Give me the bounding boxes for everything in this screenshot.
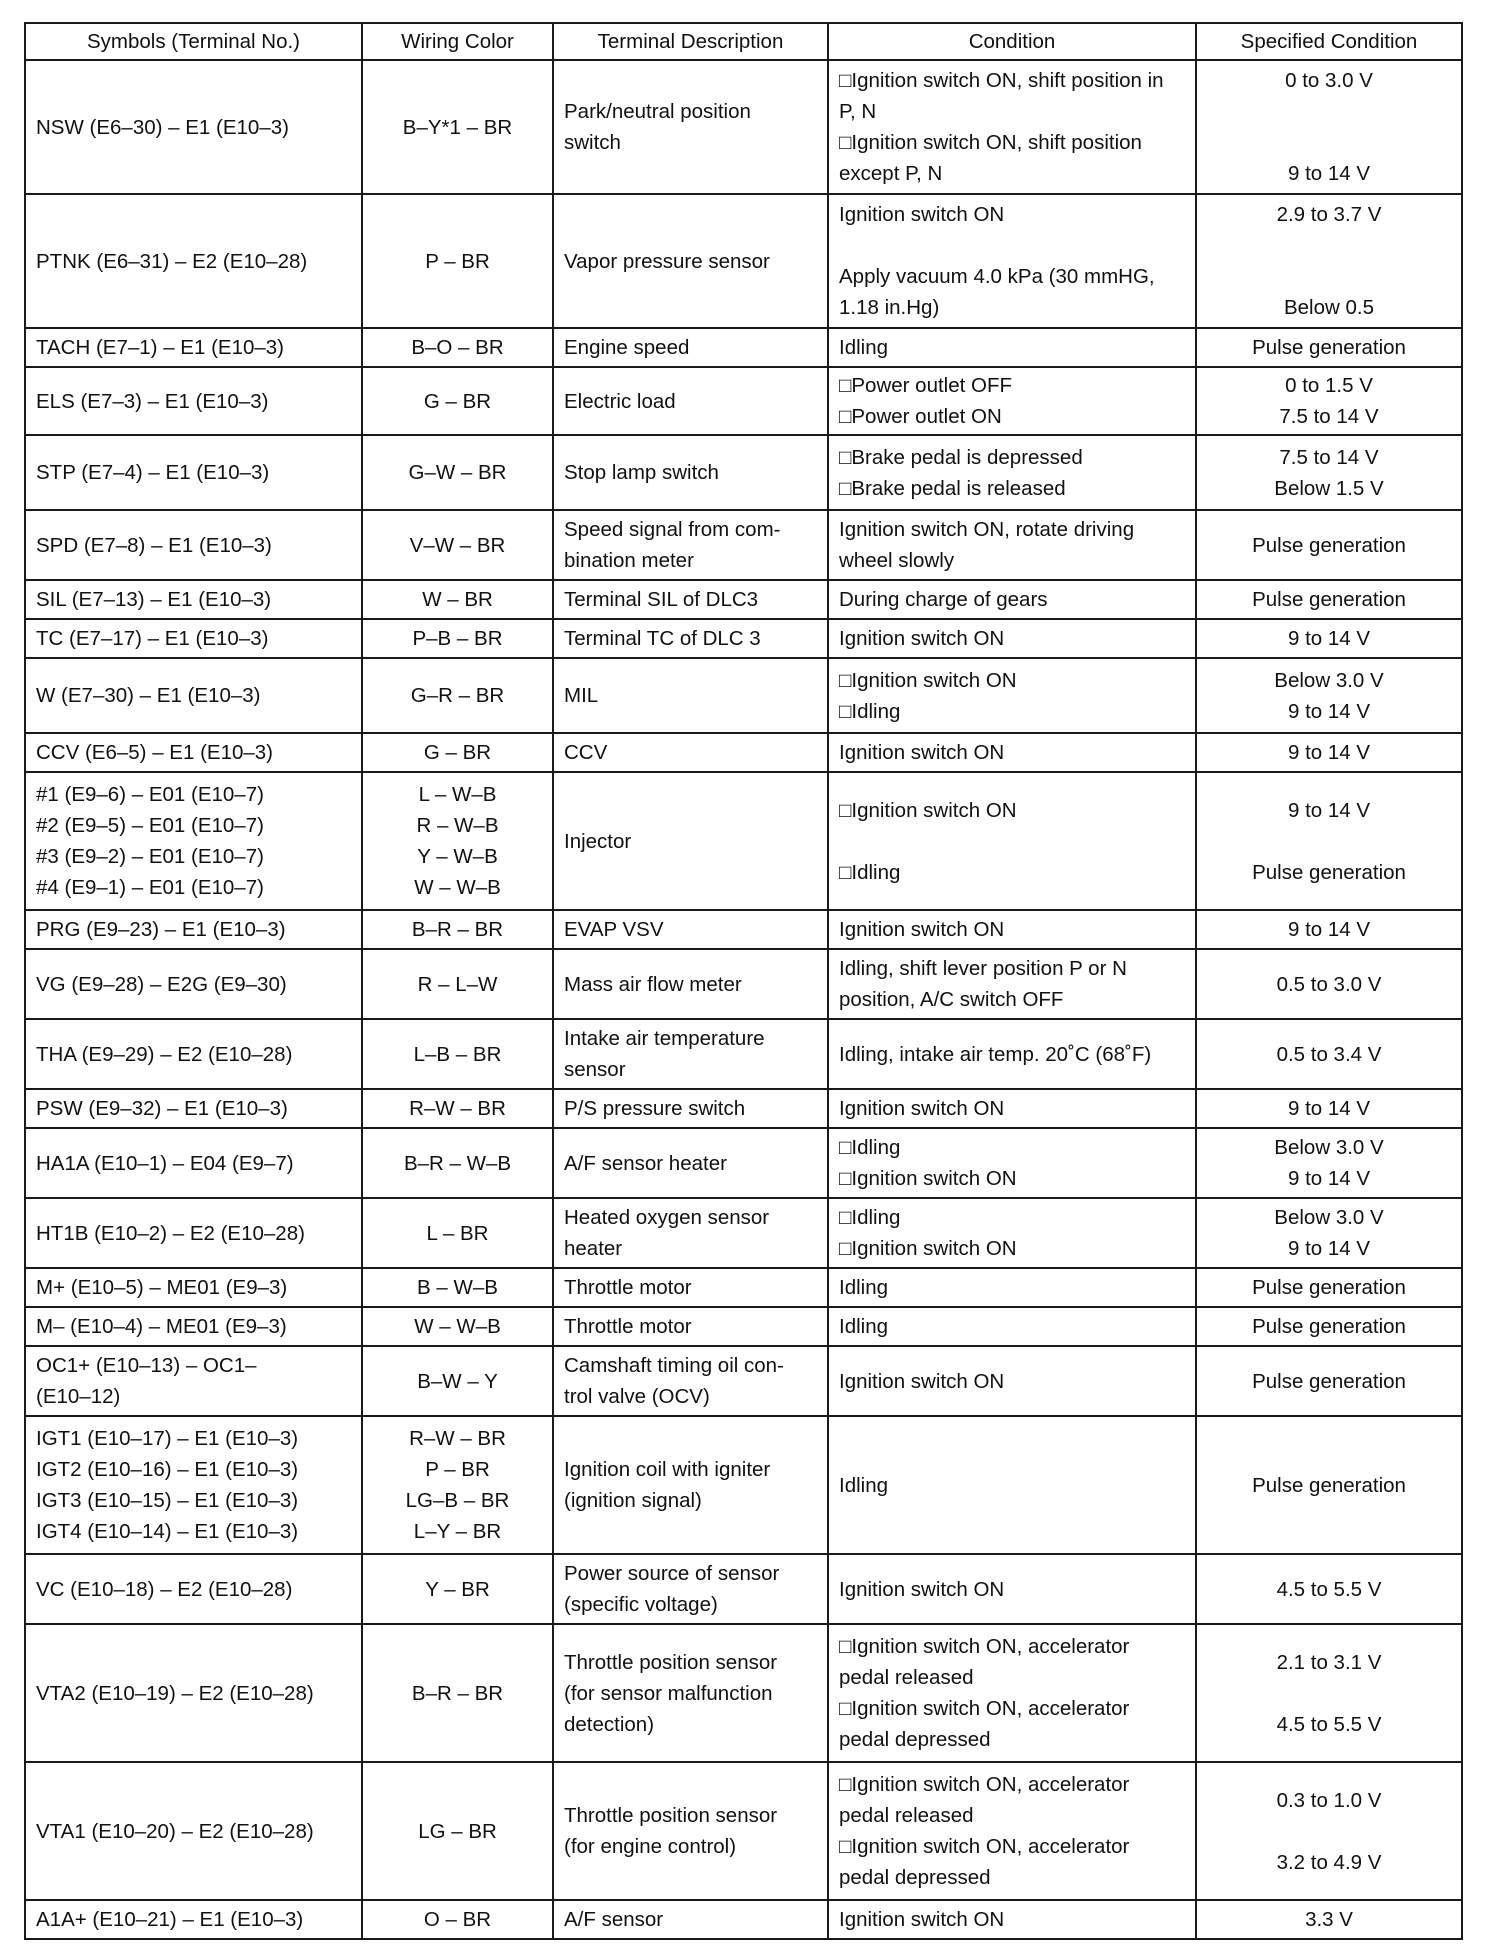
condition-cell: Ignition switch ON (828, 910, 1196, 949)
condition-cell: □Brake pedal is depressed □Brake pedal is released (828, 435, 1196, 510)
wiring-color-cell: B–R – BR (362, 1624, 553, 1762)
symbol-cell: TC (E7–17) – E1 (E10–3) (25, 619, 362, 658)
condition-cell: Ignition switch ON (828, 1089, 1196, 1128)
wiring-color-cell: P – BR (362, 194, 553, 328)
condition-cell: Idling (828, 1307, 1196, 1346)
wiring-color-cell: R–W – BR P – BR LG–B – BR L–Y – BR (362, 1416, 553, 1554)
condition-cell: During charge of gears (828, 580, 1196, 619)
wiring-color-cell: B–R – W–B (362, 1128, 553, 1198)
specified-condition-cell: 0 to 1.5 V 7.5 to 14 V (1196, 367, 1462, 435)
header-terminal-description: Terminal Description (553, 23, 828, 60)
specified-condition-cell: 9 to 14 V (1196, 910, 1462, 949)
table-row (25, 910, 1462, 949)
specified-condition-cell: Below 3.0 V 9 to 14 V (1196, 1128, 1462, 1198)
description-cell: MIL (553, 658, 828, 733)
condition-cell: Idling (828, 1268, 1196, 1307)
description-cell: A/F sensor (553, 1900, 828, 1939)
description-cell: Heated oxygen sensor heater (553, 1198, 828, 1268)
specified-condition-cell: Below 3.0 V 9 to 14 V (1196, 658, 1462, 733)
specified-condition-cell: Pulse generation (1196, 510, 1462, 580)
condition-cell: □Ignition switch ON □Idling (828, 772, 1196, 910)
condition-cell: Idling, shift lever position P or N position, A/C switch OFF (828, 949, 1196, 1019)
table-row (25, 1089, 1462, 1128)
table-row (25, 658, 1462, 733)
symbol-cell: STP (E7–4) – E1 (E10–3) (25, 435, 362, 510)
condition-cell: Idling (828, 1416, 1196, 1554)
symbol-cell: NSW (E6–30) – E1 (E10–3) (25, 60, 362, 194)
description-cell: Camshaft timing oil con- trol valve (OCV) (553, 1346, 828, 1416)
symbol-cell: PSW (E9–32) – E1 (E10–3) (25, 1089, 362, 1128)
specified-condition-cell: Pulse generation (1196, 1346, 1462, 1416)
condition-cell: □Ignition switch ON □Idling (828, 658, 1196, 733)
description-cell: Engine speed (553, 328, 828, 367)
description-cell: Throttle position sensor (for engine control) (553, 1762, 828, 1900)
symbol-cell: PRG (E9–23) – E1 (E10–3) (25, 910, 362, 949)
condition-cell: □Ignition switch ON, accelerator pedal released □Ignition switch ON, accelerator pedal depressed (828, 1762, 1196, 1900)
condition-cell: Ignition switch ON Apply vacuum 4.0 kPa (30 mmHG, 1.18 in.Hg) (828, 194, 1196, 328)
wiring-color-cell: L – W–B R – W–B Y – W–B W – W–B (362, 772, 553, 910)
condition-cell: Ignition switch ON (828, 1346, 1196, 1416)
description-cell: Stop lamp switch (553, 435, 828, 510)
specified-condition-cell: 9 to 14 V Pulse generation (1196, 772, 1462, 910)
symbol-cell: CCV (E6–5) – E1 (E10–3) (25, 733, 362, 772)
specified-condition-cell: 3.3 V (1196, 1900, 1462, 1939)
table-row (25, 1128, 1462, 1198)
description-cell: CCV (553, 733, 828, 772)
symbol-cell: W (E7–30) – E1 (E10–3) (25, 658, 362, 733)
condition-cell: Ignition switch ON (828, 619, 1196, 658)
header-wiring-color: Wiring Color (362, 23, 553, 60)
table-row (25, 619, 1462, 658)
header-condition: Condition (828, 23, 1196, 60)
specified-condition-cell: 9 to 14 V (1196, 733, 1462, 772)
description-cell: Mass air flow meter (553, 949, 828, 1019)
symbol-cell: TACH (E7–1) – E1 (E10–3) (25, 328, 362, 367)
description-cell: Electric load (553, 367, 828, 435)
specified-condition-cell: Pulse generation (1196, 1268, 1462, 1307)
wiring-color-cell: B – W–B (362, 1268, 553, 1307)
condition-cell: Ignition switch ON (828, 1554, 1196, 1624)
terminal-spec-table (24, 22, 1463, 1940)
table-row (25, 194, 1462, 328)
table-row (25, 580, 1462, 619)
wiring-color-cell: B–O – BR (362, 328, 553, 367)
table-row (25, 435, 1462, 510)
specified-condition-cell: 0.5 to 3.4 V (1196, 1019, 1462, 1089)
header-row (25, 23, 1462, 60)
condition-cell: Idling, intake air temp. 20˚C (68˚F) (828, 1019, 1196, 1089)
table-row (25, 1900, 1462, 1939)
table-row (25, 1416, 1462, 1554)
wiring-color-cell: B–W – Y (362, 1346, 553, 1416)
symbol-cell: HT1B (E10–2) – E2 (E10–28) (25, 1198, 362, 1268)
wiring-color-cell: B–R – BR (362, 910, 553, 949)
description-cell: Terminal SIL of DLC3 (553, 580, 828, 619)
condition-cell: Ignition switch ON (828, 1900, 1196, 1939)
wiring-color-cell: B–Y*1 – BR (362, 60, 553, 194)
condition-cell: □Ignition switch ON, shift position in P, N □Ignition switch ON, shift position except P, N (828, 60, 1196, 194)
table-row (25, 733, 1462, 772)
wiring-color-cell: P–B – BR (362, 619, 553, 658)
wiring-color-cell: V–W – BR (362, 510, 553, 580)
wiring-color-cell: L–B – BR (362, 1019, 553, 1089)
specified-condition-cell: 2.1 to 3.1 V 4.5 to 5.5 V (1196, 1624, 1462, 1762)
wiring-color-cell: R–W – BR (362, 1089, 553, 1128)
specified-condition-cell: 0.5 to 3.0 V (1196, 949, 1462, 1019)
specified-condition-cell: 2.9 to 3.7 V Below 0.5 (1196, 194, 1462, 328)
symbol-cell: HA1A (E10–1) – E04 (E9–7) (25, 1128, 362, 1198)
table-row (25, 60, 1462, 194)
description-cell: Speed signal from com- bination meter (553, 510, 828, 580)
description-cell: Throttle motor (553, 1307, 828, 1346)
specified-condition-cell: 9 to 14 V (1196, 619, 1462, 658)
condition-cell: □Ignition switch ON, accelerator pedal released □Ignition switch ON, accelerator pedal depressed (828, 1624, 1196, 1762)
table-row (25, 367, 1462, 435)
specified-condition-cell: 7.5 to 14 V Below 1.5 V (1196, 435, 1462, 510)
wiring-color-cell: W – BR (362, 580, 553, 619)
wiring-color-cell: W – W–B (362, 1307, 553, 1346)
wiring-color-cell: Y – BR (362, 1554, 553, 1624)
specified-condition-cell: Pulse generation (1196, 1416, 1462, 1554)
table-row (25, 1307, 1462, 1346)
description-cell: Intake air temperature sensor (553, 1019, 828, 1089)
symbol-cell: THA (E9–29) – E2 (E10–28) (25, 1019, 362, 1089)
table-row (25, 1554, 1462, 1624)
symbol-cell: A1A+ (E10–21) – E1 (E10–3) (25, 1900, 362, 1939)
wiring-color-cell: G–W – BR (362, 435, 553, 510)
description-cell: Throttle position sensor (for sensor malfunction detection) (553, 1624, 828, 1762)
symbol-cell: VTA1 (E10–20) – E2 (E10–28) (25, 1762, 362, 1900)
description-cell: Throttle motor (553, 1268, 828, 1307)
wiring-color-cell: O – BR (362, 1900, 553, 1939)
condition-cell: □Idling □Ignition switch ON (828, 1198, 1196, 1268)
condition-cell: □Idling □Ignition switch ON (828, 1128, 1196, 1198)
description-cell: Ignition coil with igniter (ignition signal) (553, 1416, 828, 1554)
description-cell: Terminal TC of DLC 3 (553, 619, 828, 658)
symbol-cell: SPD (E7–8) – E1 (E10–3) (25, 510, 362, 580)
wiring-color-cell: G – BR (362, 367, 553, 435)
symbol-cell: SIL (E7–13) – E1 (E10–3) (25, 580, 362, 619)
table-row (25, 1346, 1462, 1416)
specified-condition-cell: 9 to 14 V (1196, 1089, 1462, 1128)
specified-condition-cell: Pulse generation (1196, 1307, 1462, 1346)
wiring-color-cell: LG – BR (362, 1762, 553, 1900)
condition-cell: Ignition switch ON (828, 733, 1196, 772)
table-row (25, 328, 1462, 367)
specified-condition-cell: Below 3.0 V 9 to 14 V (1196, 1198, 1462, 1268)
wiring-color-cell: G – BR (362, 733, 553, 772)
table-row (25, 1268, 1462, 1307)
wiring-color-cell: G–R – BR (362, 658, 553, 733)
description-cell: Vapor pressure sensor (553, 194, 828, 328)
table-row (25, 772, 1462, 910)
description-cell: A/F sensor heater (553, 1128, 828, 1198)
symbol-cell: VC (E10–18) – E2 (E10–28) (25, 1554, 362, 1624)
symbol-cell: #1 (E9–6) – E01 (E10–7) #2 (E9–5) – E01 (E10–7) #3 (E9–2) – E01 (E10–7) #4 (E9–1) – E01 (E10–7) (25, 772, 362, 910)
description-cell: Injector (553, 772, 828, 910)
description-cell: P/S pressure switch (553, 1089, 828, 1128)
specified-condition-cell: Pulse generation (1196, 328, 1462, 367)
specified-condition-cell: Pulse generation (1196, 580, 1462, 619)
symbol-cell: ELS (E7–3) – E1 (E10–3) (25, 367, 362, 435)
symbol-cell: VG (E9–28) – E2G (E9–30) (25, 949, 362, 1019)
condition-cell: Idling (828, 328, 1196, 367)
description-cell: Power source of sensor (specific voltage) (553, 1554, 828, 1624)
header-specified-condition: Specified Condition (1196, 23, 1462, 60)
table-row (25, 510, 1462, 580)
symbol-cell: VTA2 (E10–19) – E2 (E10–28) (25, 1624, 362, 1762)
wiring-color-cell: R – L–W (362, 949, 553, 1019)
table-row (25, 1624, 1462, 1762)
condition-cell: □Power outlet OFF □Power outlet ON (828, 367, 1196, 435)
symbol-cell: OC1+ (E10–13) – OC1– (E10–12) (25, 1346, 362, 1416)
specified-condition-cell: 0.3 to 1.0 V 3.2 to 4.9 V (1196, 1762, 1462, 1900)
symbol-cell: PTNK (E6–31) – E2 (E10–28) (25, 194, 362, 328)
description-cell: EVAP VSV (553, 910, 828, 949)
symbol-cell: IGT1 (E10–17) – E1 (E10–3) IGT2 (E10–16) – E1 (E10–3) IGT3 (E10–15) – E1 (E10–3) IGT4 (E10–14) – E1 (E10–3) (25, 1416, 362, 1554)
header-symbols: Symbols (Terminal No.) (25, 23, 362, 60)
table-row (25, 949, 1462, 1019)
symbol-cell: M– (E10–4) – ME01 (E9–3) (25, 1307, 362, 1346)
description-cell: Park/neutral position switch (553, 60, 828, 194)
wiring-color-cell: L – BR (362, 1198, 553, 1268)
condition-cell: Ignition switch ON, rotate driving wheel slowly (828, 510, 1196, 580)
table-body (25, 60, 1462, 1939)
table-row (25, 1198, 1462, 1268)
specified-condition-cell: 4.5 to 5.5 V (1196, 1554, 1462, 1624)
symbol-cell: M+ (E10–5) – ME01 (E9–3) (25, 1268, 362, 1307)
table-row (25, 1019, 1462, 1089)
table-row (25, 1762, 1462, 1900)
specified-condition-cell: 0 to 3.0 V 9 to 14 V (1196, 60, 1462, 194)
